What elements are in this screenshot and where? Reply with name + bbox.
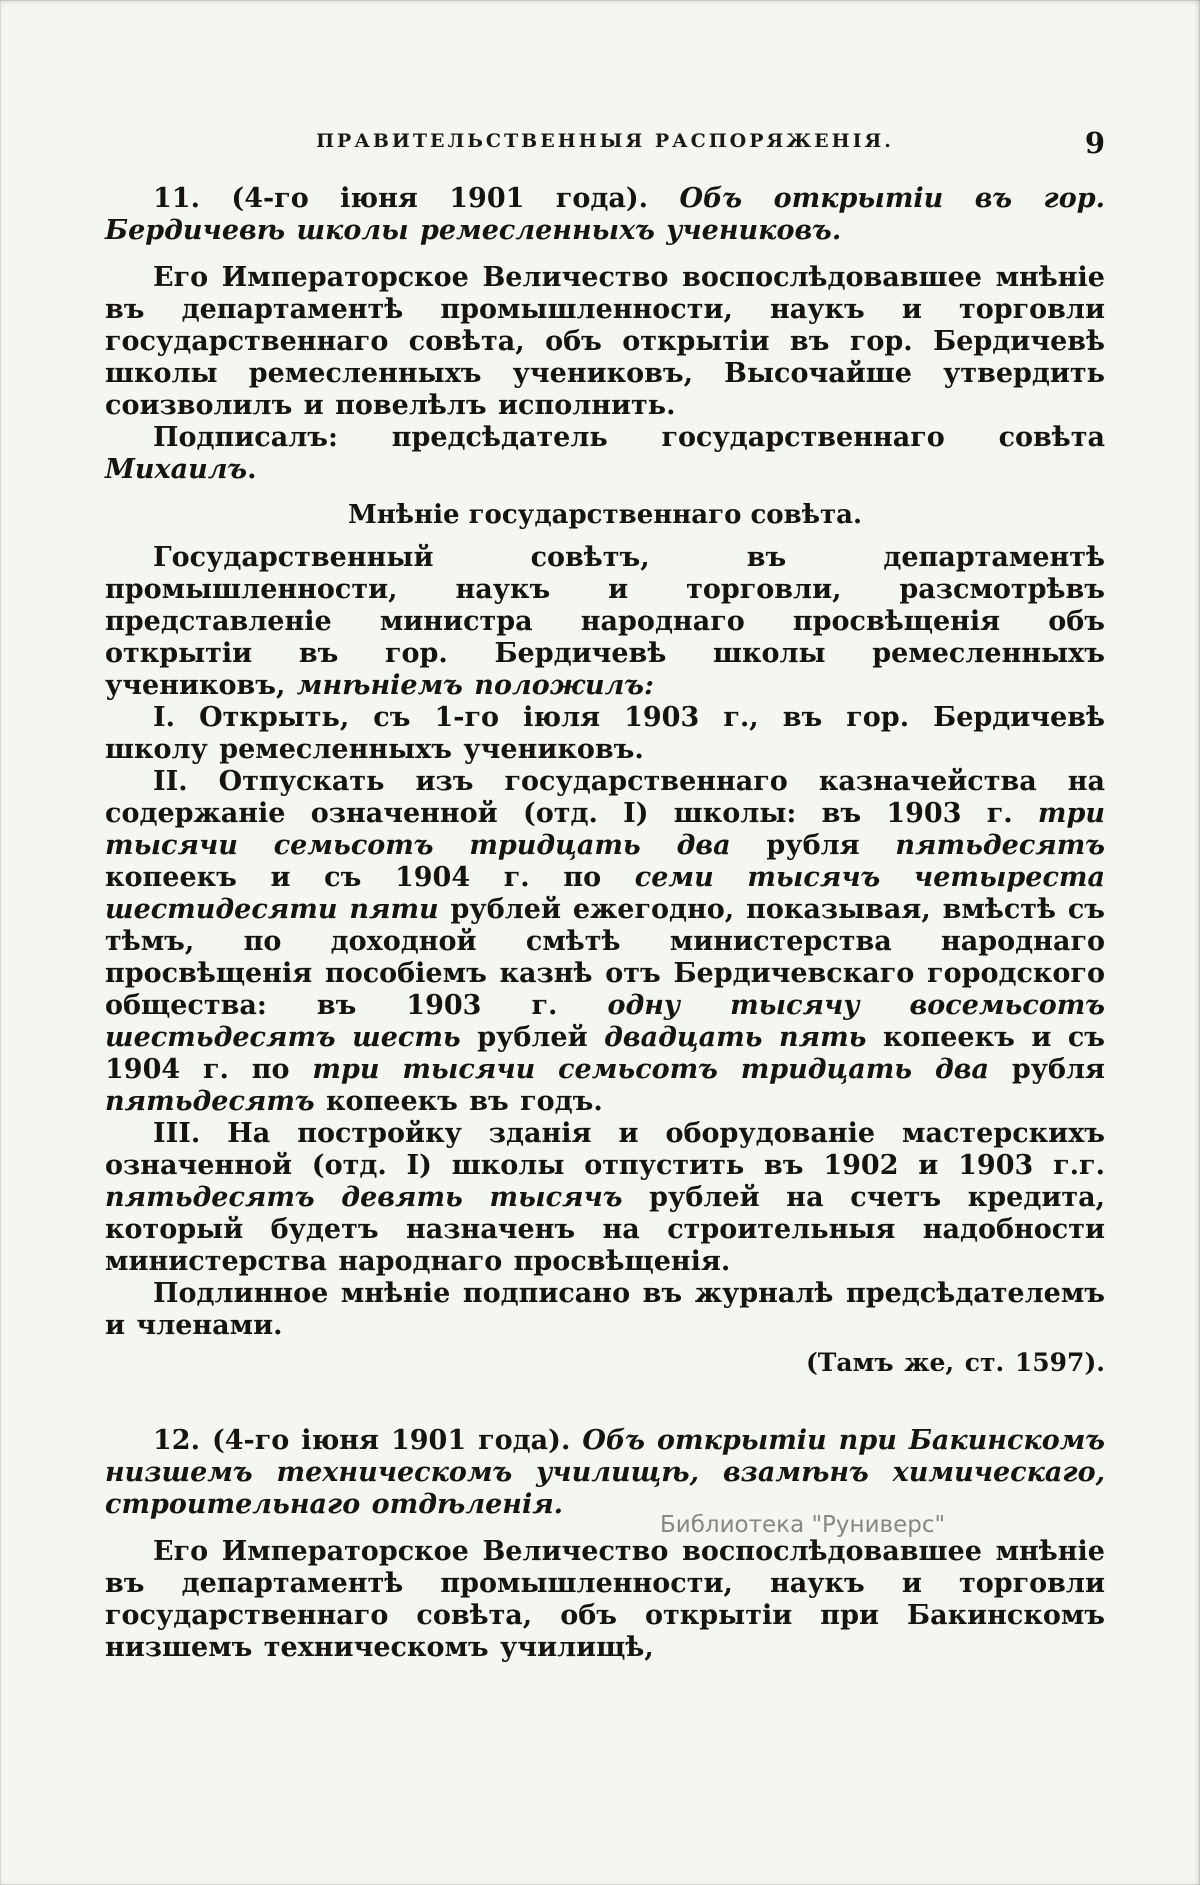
italic-text-segment: Объ открытіи при Бакинскомъ низшемъ техническомъ училищѣ, взамѣнъ химическаго, строительнаго отдѣленія. [105, 1425, 1106, 1520]
text-segment: Подлинное мнѣніе подписано въ журналѣ предсѣдателемъ и членами. [105, 1278, 1105, 1341]
italic-text-segment: семи тысячъ четыреста шестидесяти пяти [105, 862, 1105, 925]
text-segment: Подписалъ: предсѣдатель государственнаго совѣта [153, 422, 1105, 453]
text-segment: копеекъ и съ 1904 г. по [105, 1022, 1105, 1085]
text-segment: рублей [460, 1022, 605, 1053]
text-segment: I. Открыть, съ 1-го іюля 1903 г., въ гор. Бердичевѣ школу ремесленныхъ учениковъ. [105, 702, 1105, 765]
decree-12-royal-assent-paragraph [105, 1536, 1105, 1664]
text-segment: II. Отпускать изъ государственнаго казначейства на содержаніе означенной (отд. I) школы: въ 1903 г. [105, 766, 1105, 829]
italic-text-segment: пятьдесятъ [895, 830, 1105, 861]
text-segment: Его Императорское Величество воспослѣдовавшее мнѣніе въ департаментѣ промышленности, наукъ и торговли государственнаго совѣта, объ открытіи въ гор. Бердичевѣ школы ремесленныхъ учениковъ, Высочайше утвердить соизволилъ и повелѣлъ исполнить. [105, 262, 1105, 421]
opinion-point-1 [105, 702, 1105, 766]
page-number: 9 [1084, 126, 1105, 160]
source-reference: (Тамъ же, ст. 1597). [805, 1348, 1105, 1377]
text-segment: Государственный совѣтъ, въ департаментѣ промышленности, наукъ и торговли, разсмотрѣвъ представленіе министра народнаго просвѣщенія объ открытіи въ гор. Бердичевѣ школы ремесленныхъ учениковъ, [105, 542, 1105, 701]
opinion-point-3 [105, 1118, 1105, 1278]
opinion-point-2 [105, 766, 1105, 1118]
text-segment: рубля [988, 1054, 1105, 1085]
italic-text-segment: мнѣніемъ положилъ: [296, 670, 654, 701]
text-segment: рублей на счетъ кредита, который будетъ назначенъ на строительныя надобности министерства народнаго просвѣщенія. [105, 1182, 1106, 1277]
text-segment: Его Императорское Величество воспослѣдовавшее мнѣніе въ департаментѣ промышленности, наукъ и торговли государственнаго совѣта, объ открытіи при Бакинскомъ низшемъ техническомъ училищѣ, [105, 1536, 1105, 1663]
decree-11-signature-paragraph [105, 422, 1105, 486]
decree-11-royal-assent-paragraph [105, 262, 1105, 422]
text-segment: копеекъ и съ 1904 г. по [105, 862, 635, 893]
running-title: ПРАВИТЕЛЬСТВЕННЫЯ РАСПОРЯЖЕНІЯ. [316, 130, 894, 152]
italic-text-segment: пятьдесятъ девять тысячъ [105, 1182, 623, 1213]
decree-11-title [105, 183, 1105, 247]
opinion-intro-paragraph [105, 542, 1105, 702]
text-segment: III. На постройку зданія и оборудованіе мастерскихъ означенной (отд. I) школы отпустить въ 1902 и 1903 г.г. [105, 1118, 1105, 1181]
council-opinion-heading: Мнѣніе государственнаго совѣта. [347, 500, 862, 530]
italic-text-segment: три тысячи семьсотъ тридцать два [105, 798, 1105, 861]
text-segment: 11. (4-го іюня 1901 года). [153, 183, 680, 214]
opinion-closing-paragraph [105, 1278, 1105, 1342]
text-segment: 12. (4-го іюня 1901 года). [153, 1425, 583, 1456]
italic-text-segment: три тысячи семьсотъ тридцать два [312, 1054, 989, 1085]
italic-text-segment: пятьдесятъ [105, 1086, 315, 1117]
text-segment: . [247, 454, 257, 485]
text-segment: рубля [730, 830, 896, 861]
page-content [105, 183, 1105, 1664]
text-segment: рублей ежегодно, показывая, вмѣстѣ съ тѣмъ, по доходной смѣтѣ министерства народнаго просвѣщенія пособіемъ казнѣ отъ Бердичевскаго городского общества: въ 1903 г. [105, 894, 1106, 1021]
italic-text-segment: двадцать пять [604, 1022, 867, 1053]
italic-text-segment: Объ открытіи въ гор. Бердичевѣ школы ремесленныхъ учениковъ. [105, 183, 1105, 246]
text-segment: копеекъ въ годъ. [314, 1086, 603, 1117]
italic-text-segment: одну тысячу восемьсотъ шестьдесятъ шесть [105, 990, 1105, 1053]
italic-text-segment: Михаилъ [105, 454, 248, 485]
library-watermark: Библиотека "Руниверс" [660, 1512, 946, 1538]
page-header [105, 126, 1105, 164]
decree-12-title [105, 1425, 1105, 1521]
